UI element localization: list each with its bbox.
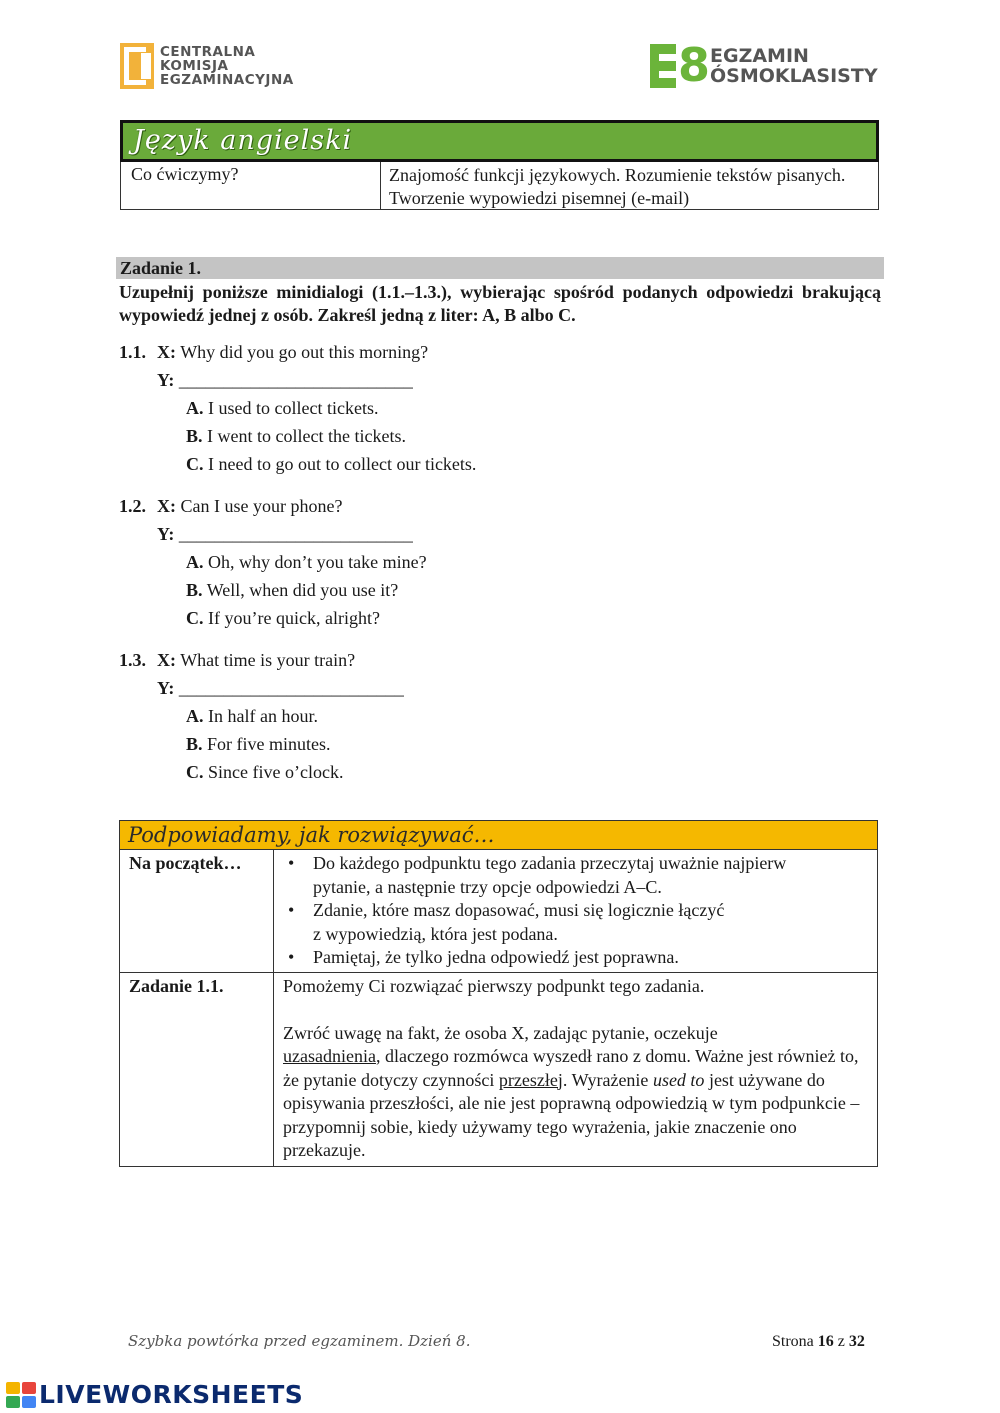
option-a[interactable]: A. Oh, why don’t you take mine? [186,552,427,572]
hint-bullet: • Zdanie, które masz dopasować, musi się logicznie łączyć z wypowiedzią, która jest podana. [288,900,725,944]
question-x-text: Why did you go out this morning? [180,342,429,362]
e8-logo-line-2: ÓSMOKLASISTY [710,65,878,87]
speaker-x-label: X: [157,496,176,516]
answer-blank[interactable]: _________________________ [178,678,404,698]
option-b[interactable]: B. I went to collect the tickets. [186,426,406,446]
bullet-icon: • [288,900,295,920]
hint-task-intro: Pomożemy Ci rozwiązać pierwszy podpunkt tego zadania. [283,975,705,996]
speaker-y-label: Y: [157,524,175,544]
hint-start-label: Na początek… [120,850,274,972]
option-b[interactable]: B. For five minutes. [186,734,331,754]
e8-logo-mark-icon: 8 [650,44,704,88]
task-title: Zadanie 1. [116,257,884,279]
option-b[interactable]: B. Well, when did you use it? [186,580,399,600]
hint-task-explanation: Zwróć uwagę na fakt, że osoba X, zadając pytanie, oczekuje uzasadnienia, dlaczego rozmówca wyszedł rano z domu. Ważne jest również to, że pytanie dotyczy czynności przeszłej. Wyrażenie used to jest używane do opisywania przeszłości, ale nie jest poprawną odpowiedzią w tym podpunkcie – przypomnij sobie, kiedy używamy tego wyrażenia, jakie znaczenie ono przekazuje. [283,1022,860,1160]
liveworksheets-mark-icon [6,1382,36,1408]
subject-row-value: Znajomość funkcji językowych. Rozumienie tekstów pisanych. Tworzenie wypowiedzi pisemnej (e-mail) [389,165,846,208]
cke-logo-line-3: EGZAMINACYJNA [160,72,294,88]
speaker-x-label: X: [157,342,176,362]
subject-row-label: Co ćwiczymy? [121,162,381,209]
option-c[interactable]: C. If you’re quick, alright? [186,608,380,628]
subject-row [120,162,879,210]
hint-title: Podpowiadamy, jak rozwiązywać… [120,821,877,850]
cke-logo-line-1: CENTRALNA [160,44,256,60]
option-a[interactable]: A. In half an hour. [186,706,318,726]
answer-blank[interactable]: __________________________ [178,524,413,544]
speaker-x-label: X: [157,650,176,670]
question-number: 1.1. [119,342,146,362]
e8-logo [650,38,878,92]
task-instruction: Uzupełnij poniższe minidialogi (1.1.–1.3.), wybierając spośród podanych odpowiedzi brakującą wypowiedź jednej z osób. Zakreśl jedną z liter: A, B albo C. [119,282,881,325]
option-c[interactable]: C. I need to go out to collect our tickets. [186,454,477,474]
answer-blank[interactable]: __________________________ [178,370,413,390]
bullet-icon: • [288,853,295,873]
cke-logo-mark-icon [120,43,154,89]
hint-task-label: Zadanie 1.1. [120,973,274,1166]
cke-logo-line-2: KOMISJA [160,58,229,74]
liveworksheets-logo[interactable] [6,1380,303,1409]
question-x-text: Can I use your phone? [180,496,343,516]
footer-title: Szybka powtórka przed egzaminem. Dzień 8. [128,1332,471,1350]
e8-logo-line-1: EGZAMIN [710,45,809,67]
subject-title: Język angielski [120,120,879,162]
hint-table [119,820,878,1167]
subject-table [120,120,879,210]
question-x-text: What time is your train? [180,650,356,670]
question-number: 1.3. [119,650,146,670]
hint-row-task [120,972,877,1166]
cke-logo [120,43,294,89]
hint-bullet-list [283,852,868,970]
option-c[interactable]: C. Since five o’clock. [186,762,344,782]
speaker-y-label: Y: [157,370,175,390]
bullet-icon: • [288,947,295,967]
option-a[interactable]: A. I used to collect tickets. [186,398,379,418]
question-number: 1.2. [119,496,146,516]
page-number: Strona 16 z 32 [772,1333,865,1350]
hint-bullet: • Pamiętaj, że tylko jedna odpowiedź jest poprawna. [283,946,868,970]
liveworksheets-text: LIVEWORKSHEETS [39,1380,304,1409]
hint-row-start [120,850,877,972]
speaker-y-label: Y: [157,678,175,698]
hint-bullet: • Do każdego podpunktu tego zadania przeczytaj uważnie najpierw pytanie, a następnie trzy opcje odpowiedzi A–C. [288,853,787,897]
